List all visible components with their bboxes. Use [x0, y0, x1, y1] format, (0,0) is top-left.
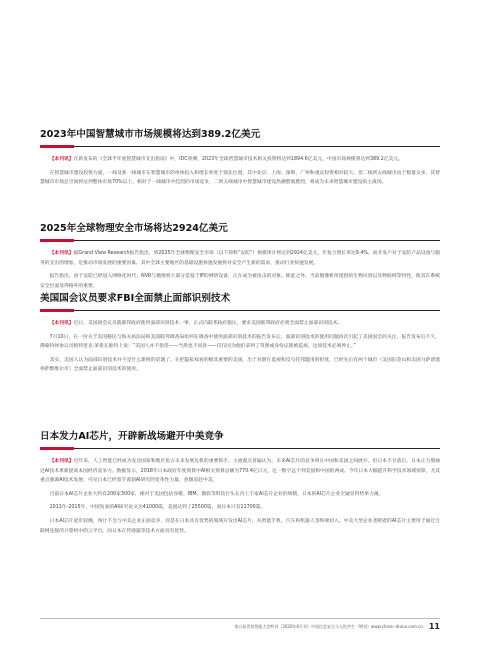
article-paragraph: 7月10日，在一份关于美国移民与海关执法局和美国联邦调查局如何在调查中使用面部识别技术的报告发布后，面部识别技术的使用问题再次引起了美国国会的关注。报告发布后不久，佛蒙特州参议员帕特里克·莱希在推特上说：“美国人并不指望——当然也不同意——仅仅因为他们拿到了驾照或身份证就被监视。这项技术必须停止。” — [40, 334, 440, 350]
news-tag: 【本刊讯】 — [49, 321, 74, 326]
article-paragraph: 在智慧城市建设投资方面，一线及新一线城市在智慧城市的单体投入和增长率处于领先位置，其中北京、上海、深圳、广州和重庆投资相对较大。但二线到五线城市由于数量众多，其智慧城市市场总空间将达到整体市场70%以上。相对于一线城市中趋烈的市场竞争，二到五线城市中智慧城市建设热潮愈演愈烈，将成为未来智慧城市建设的主战场。 — [40, 170, 440, 186]
news-tag: 【本刊讯】 — [49, 251, 74, 256]
article-paragraph: 目前日本AI芯片企业大约有200家300家，相对于美国包括谷歌、IBM、微软等科技巨头在内上千家AI芯片企业的规模，日本的AI芯片企业无疑显得势单力薄。 — [49, 491, 384, 497]
article-paragraph: 2011年-2015年，中国发表的AI研究论文达41000篇，美国达到了25500篇，而日本只有11700篇。 — [49, 505, 266, 511]
article-paragraph: 【本刊讯】据Grand View Research报告指出，到2025年全球物理安全市场（以下简称“安防”）规模预计将达到2924亿美元，年复合增长率达9.4%。而开发户对于安防产品设备与服务的支出的增加，是推动市场发展的重要因素。其中全球主要地区的基础设施快速发展将对安全产生新的需求，推动行业快速发展。 — [40, 251, 440, 266]
title-rule — [40, 446, 440, 452]
article-face-recognition — [40, 292, 440, 375]
article-title: 2025年全球物理安全市场将达2924亿美元 — [40, 223, 228, 234]
footer-publication-info: 第五届世界智能大会特刊（2020年6月刊）中国信息安全与人机共生（增刊）www.china--drone.com.cn — [234, 624, 423, 629]
article-physical-security — [40, 222, 440, 291]
footer-divider — [40, 618, 440, 619]
news-tag: 【本刊讯】 — [49, 459, 74, 464]
article-japan-ai-chips — [40, 430, 440, 536]
article-paragraph: 报告指出，由于安防已经进入网络化时代，NVR与摄像机大部分是基于IP的网络设备，正在成为被攻击的对象。除此之外，当前摄像机所提供的生物识别以及物联网等特性，使其在系统安全层面显得格外的重要。 — [40, 274, 440, 289]
page-number: 11 — [428, 622, 440, 631]
article-paragraph: 日本AI芯片起步较晚，预计不会与中美企业正面竞争，而是在日本具有优势的领域开发出AI芯片，从智能手机、汽车和机器人等终端切入。中美大型企业垄断着的AI芯片主要用于通过互联网连接的计算机中的云平台。而日本在传感器等技术方面具有优势。 — [40, 518, 440, 534]
article-paragraph: 【本刊讯】近年来，人工智能已经成为发达国家和地区抢占未来发展先机的重要抓手。主流观点普遍认为，未来AI芯片的竞争将在中国和美国之间展开。但日本不甘落后，日本正力图通过AI技术革新提高本国经济竞争力。数据显示，2018年日本政府年度预算中AI相关预算总额为770.4亿日元，这一数字远不到美国和中国的两成。今年日本大幅提升科学技术领域预算，尤其重点强调AI技术发展，可见日本已经着手谋划AI研究的变革性力量，意图追赶中美。 — [40, 459, 440, 484]
article-smart-city — [40, 128, 440, 188]
article-paragraph: 【本刊讯】在新发布的《全球半年度智慧城市支出指南》中，IDC预测，2023年全球智慧城市技术相关投资将达到1894.6亿美元，中国市场规模将达到389.2亿美元。 — [49, 157, 404, 162]
article-title: 日本发力AI芯片，开辟新战场避开中美竞争 — [40, 431, 224, 442]
title-rule — [40, 238, 440, 244]
article-paragraph: 【本刊讯】近日，美国国会议员就联邦政府使用面部识别技术一事，正式向联邦政府施压，要求美国联邦政府必须全面禁止面部识别技术。 — [49, 321, 343, 326]
article-paragraph: 其实，美国人认为面部识别技术并不是什么新鲜的话题了。在把隐私权看的极其重要的美国，出于对潜在监视和反乌托邦滥用的担忧，已经先后有两个城市（美国旧金山和美国马萨诸塞州萨默维尔市）全面禁止面部识别技术的使用。 — [40, 357, 440, 373]
page-footer — [40, 621, 440, 633]
article-title: 美国国会议员要求FBI全面禁止面部识别技术 — [40, 293, 231, 304]
news-tag: 【本刊讯】 — [49, 157, 74, 162]
article-title: 2023年中国智慧城市市场规模将达到389.2亿美元 — [40, 129, 261, 140]
title-rule — [40, 308, 440, 314]
title-rule — [40, 144, 440, 150]
